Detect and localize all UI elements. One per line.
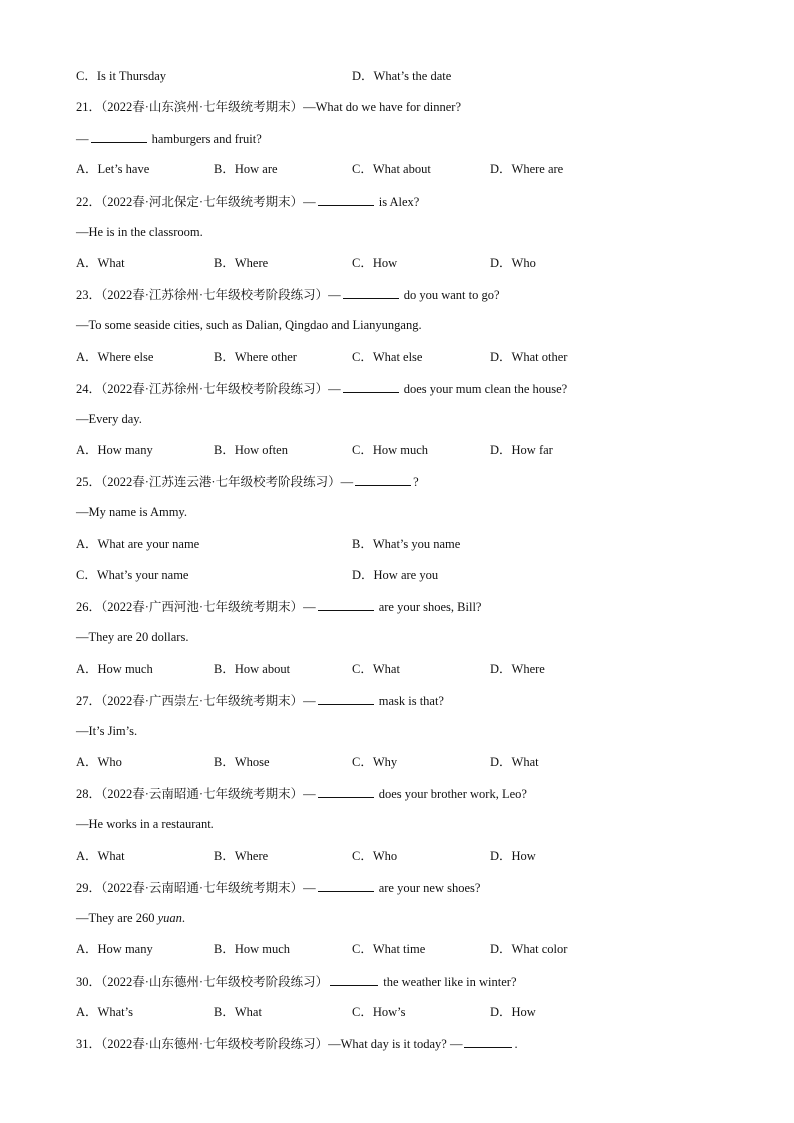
question-26: 26．（2022春·广西河池·七年级统考期末）— are your shoes, Bill? bbox=[76, 600, 482, 614]
option-b: B．How much bbox=[214, 942, 291, 956]
option-a: A．How many bbox=[76, 443, 153, 457]
option-d: D．Where bbox=[490, 662, 545, 676]
option-b: B．How are bbox=[214, 162, 278, 176]
option-b: B．What bbox=[214, 1005, 262, 1019]
option-a: A．How many bbox=[76, 942, 153, 956]
answer-blank bbox=[91, 130, 147, 143]
option-d: D．What’s the date bbox=[352, 69, 452, 83]
question-28: 28．（2022春·云南昭通·七年级统考期末）— does your brother work, Leo? bbox=[76, 787, 527, 801]
option-c: C．What about bbox=[352, 162, 431, 176]
question-22-answer: —He is in the classroom. bbox=[76, 225, 203, 239]
option-c: C．Why bbox=[352, 755, 398, 769]
option-a: A．What are your name bbox=[76, 537, 200, 551]
option-b: B．Where bbox=[214, 849, 269, 863]
option-b: B．Where other bbox=[214, 350, 297, 364]
question-23-answer: —To some seaside cities, such as Dalian, Qingdao and Lianyungang. bbox=[76, 318, 422, 332]
option-a: A．How much bbox=[76, 662, 153, 676]
option-a: A．What bbox=[76, 849, 125, 863]
answer-blank bbox=[355, 473, 411, 486]
option-c: C．How bbox=[352, 256, 398, 270]
question-30: 30．（2022春·山东德州·七年级校考阶段练习） the weather like in winter? bbox=[76, 975, 517, 989]
answer-blank bbox=[318, 879, 374, 892]
question-24: 24．（2022春·江苏徐州·七年级校考阶段练习）— does your mum clean the house? bbox=[76, 382, 568, 396]
answer-blank bbox=[343, 286, 399, 299]
question-25-answer: —My name is Ammy. bbox=[76, 505, 187, 519]
answer-blank bbox=[330, 973, 378, 986]
option-c: C．What bbox=[352, 662, 400, 676]
option-c: C．What’s your name bbox=[76, 568, 189, 582]
option-d: D．Where are bbox=[490, 162, 564, 176]
question-21: 21．（2022春·山东滨州·七年级统考期末）—What do we have for dinner? bbox=[76, 100, 462, 114]
option-c: C．Who bbox=[352, 849, 398, 863]
question-27: 27．（2022春·广西崇左·七年级统考期末）— mask is that? bbox=[76, 694, 444, 708]
option-d: D．What other bbox=[490, 350, 568, 364]
option-a: A．Where else bbox=[76, 350, 154, 364]
option-d: D．How bbox=[490, 849, 536, 863]
option-b: B．Where bbox=[214, 256, 269, 270]
option-c: C．How much bbox=[352, 443, 429, 457]
answer-blank bbox=[318, 193, 374, 206]
option-d: D．How are you bbox=[352, 568, 439, 582]
option-a: A．What’s bbox=[76, 1005, 133, 1019]
question-22: 22．（2022春·河北保定·七年级统考期末）— is Alex? bbox=[76, 195, 420, 209]
question-23: 23．（2022春·江苏徐州·七年级校考阶段练习）— do you want to go? bbox=[76, 288, 500, 302]
question-24-answer: —Every day. bbox=[76, 412, 142, 426]
answer-blank bbox=[318, 598, 374, 611]
option-b: B．How often bbox=[214, 443, 288, 457]
question-26-answer: —They are 20 dollars. bbox=[76, 630, 189, 644]
question-27-answer: —It’s Jim’s. bbox=[76, 724, 138, 738]
option-d: D．How far bbox=[490, 443, 553, 457]
option-b: B．Whose bbox=[214, 755, 270, 769]
option-a: A．Let’s have bbox=[76, 162, 150, 176]
question-25: 25．（2022春·江苏连云港·七年级校考阶段练习）— ? bbox=[76, 475, 419, 489]
option-c: C．What time bbox=[352, 942, 426, 956]
option-d: D．What bbox=[490, 755, 539, 769]
option-a: A．Who bbox=[76, 755, 122, 769]
question-28-answer: —He works in a restaurant. bbox=[76, 817, 214, 831]
option-d: D．Who bbox=[490, 256, 536, 270]
answer-blank bbox=[318, 785, 374, 798]
answer-blank bbox=[343, 380, 399, 393]
question-29: 29．（2022春·云南昭通·七年级统考期末）— are your new shoes? bbox=[76, 881, 481, 895]
option-b: B．How about bbox=[214, 662, 291, 676]
option-c: C．What else bbox=[352, 350, 423, 364]
question-31: 31．（2022春·山东德州·七年级校考阶段练习）—What day is it today? — . bbox=[76, 1037, 518, 1051]
option-c: C．How’s bbox=[352, 1005, 406, 1019]
option-d: D．What color bbox=[490, 942, 568, 956]
option-b: B．What’s you name bbox=[352, 537, 461, 551]
question-29-answer: —They are 260 yuan. bbox=[76, 911, 186, 925]
option-c: C．Is it Thursday bbox=[76, 69, 167, 83]
option-a: A．What bbox=[76, 256, 125, 270]
question-21-answer-line: — hamburgers and fruit? bbox=[76, 132, 262, 146]
answer-blank bbox=[318, 692, 374, 705]
answer-blank bbox=[464, 1035, 512, 1048]
option-d: D．How bbox=[490, 1005, 536, 1019]
